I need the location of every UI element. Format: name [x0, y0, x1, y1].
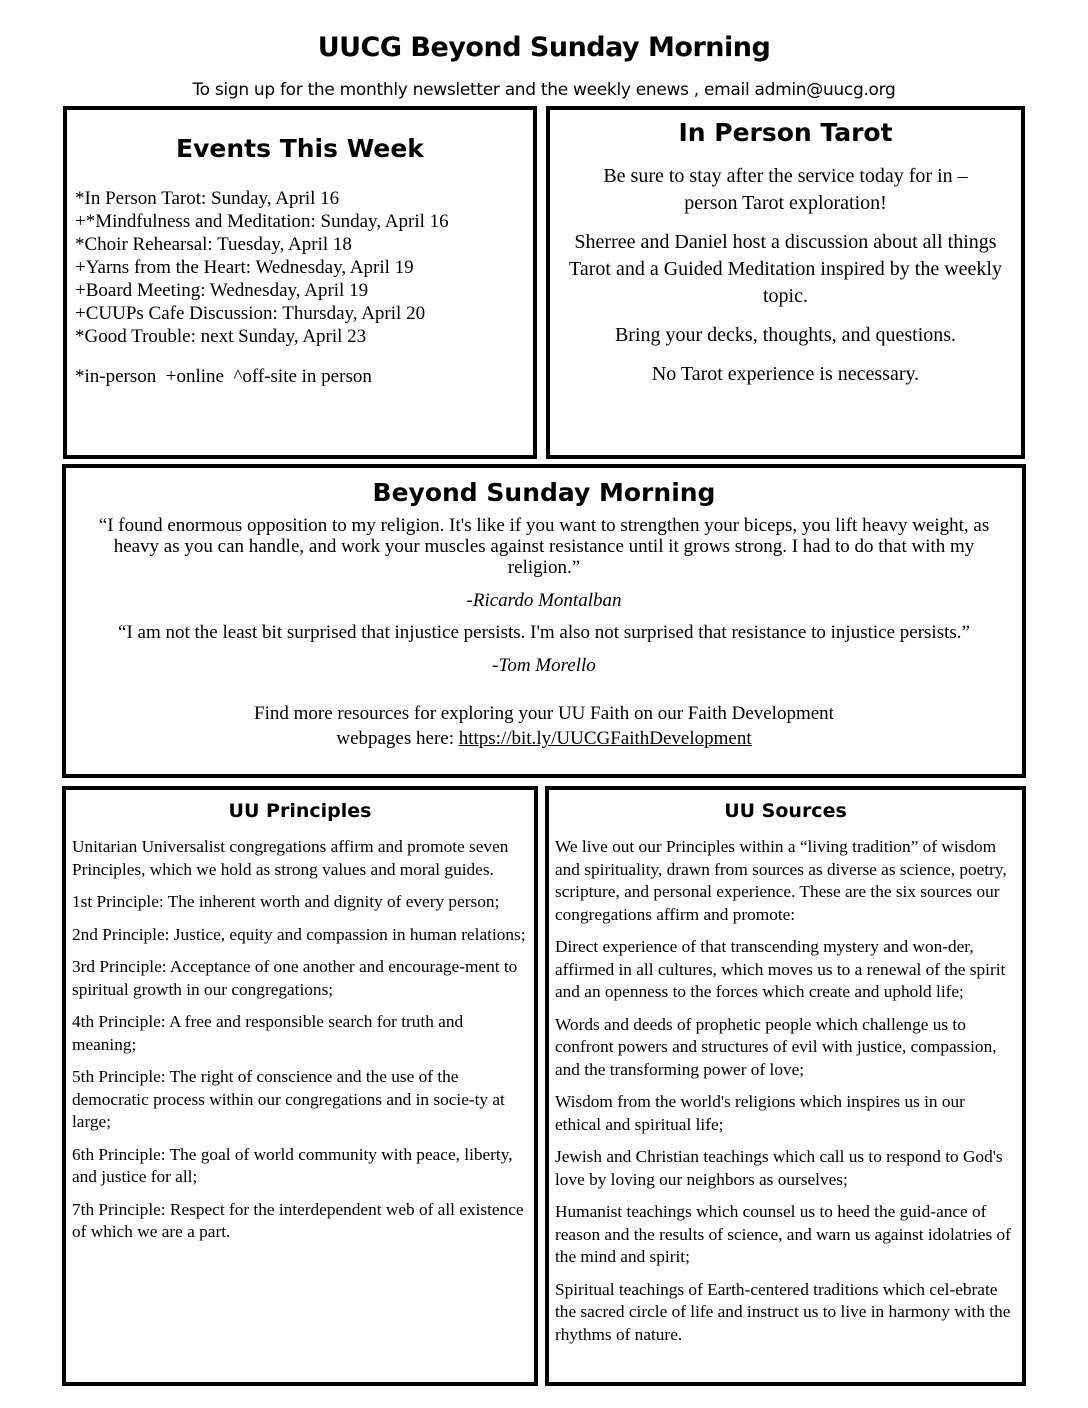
- event-item: +CUUPs Cafe Discussion: Thursday, April 20: [75, 303, 426, 324]
- tarot-paragraph: Be sure to stay after the service today for in –person Tarot exploration!: [603, 165, 968, 214]
- quote-text: “I am not the least bit surprised that injustice persists. I'm also not surprised that resistance to injustice persists.”: [118, 622, 970, 643]
- principle-paragraph: 5th Principle: The right of conscience and the use of the democratic process within our congregations and in socie-ty at large;: [72, 1067, 505, 1131]
- resources-line: Find more resources for exploring your UU Faith on our Faith Development: [254, 703, 834, 724]
- tarot-title: In Person Tarot: [678, 118, 893, 147]
- event-item: *Good Trouble: next Sunday, April 23: [75, 326, 367, 347]
- signup-line: To sign up for the monthly newsletter and the weekly enews , email admin@uucg.org: [192, 80, 896, 100]
- principle-paragraph: Unitarian Universalist congregations affirm and promote seven Principles, which we hold as strong values and moral guides.: [72, 837, 509, 879]
- resources-prefix: webpages here:: [336, 728, 459, 749]
- resources-text: [66, 701, 1022, 751]
- events-box: [63, 106, 537, 459]
- principle-paragraph: 6th Principle: The goal of world community with peace, liberty, and justice for all;: [72, 1144, 513, 1186]
- source-paragraph: Spiritual teachings of Earth-centered traditions which cel-ebrate the sacred circle of life and instruct us to live in harmony with the rhythms of nature.: [555, 1279, 1011, 1344]
- source-paragraph: Words and deeds of prophetic people which challenge us to confront powers and structures of evil with justice, compassion, and the transforming power of love;: [555, 1014, 997, 1079]
- principle-paragraph: 3rd Principle: Acceptance of one another and encourage-ment to spiritual growth in our congregations;: [72, 957, 518, 999]
- quote-author: -Tom Morello: [492, 655, 596, 676]
- quote-text: “I found enormous opposition to my religion. It's like if you want to strengthen your biceps, you lift heavy weight, as heavy as you can handle, and work your muscles against resistance until it grows strong. I had to do that with my religion.”: [98, 515, 990, 578]
- event-item: *In Person Tarot: Sunday, April 16: [75, 188, 340, 209]
- events-title: Events This Week: [176, 134, 424, 163]
- events-legend: *in-person +online ^off-site in person: [75, 366, 372, 387]
- principles-title: UU Principles: [228, 800, 372, 822]
- source-paragraph: Direct experience of that transcending mystery and won-der, affirmed in all cultures, which moves us to a renewal of the spirit and an openness to the forces which create and uphold life;: [555, 937, 1006, 1001]
- principle-paragraph: 4th Principle: A free and responsible search for truth and meaning;: [72, 1012, 464, 1054]
- beyond-sunday-morning-box: [62, 464, 1026, 778]
- quote-author: -Ricardo Montalban: [466, 590, 622, 611]
- source-paragraph: Wisdom from the world's religions which inspires us in our ethical and spiritual life;: [555, 1092, 965, 1134]
- sources-title: UU Sources: [724, 800, 847, 822]
- resources-line: [66, 726, 1022, 751]
- tarot-paragraph: Bring your decks, thoughts, and questions.: [614, 324, 957, 346]
- event-item: *Choir Rehearsal: Tuesday, April 18: [75, 234, 352, 255]
- sources-box: [545, 786, 1026, 1386]
- source-paragraph: Jewish and Christian teachings which call us to respond to God's love by loving our neighbors as ourselves;: [555, 1147, 1003, 1189]
- source-paragraph: Humanist teachings which counsel us to heed the guid-ance of reason and the results of science, and warn us against idolatries of the mind and spirit;: [555, 1202, 1011, 1266]
- principle-paragraph: 1st Principle: The inherent worth and dignity of every person;: [72, 892, 500, 911]
- tarot-box: [546, 106, 1025, 459]
- tarot-paragraph: No Tarot experience is necessary.: [651, 363, 920, 385]
- source-paragraph: We live out our Principles within a “living tradition” of wisdom and spirituality, drawn from sources as diverse as science, poetry, scripture, and personal experience. These are the six sources our congregations affirm and promote:: [555, 837, 1007, 924]
- event-item: +Board Meeting: Wednesday, April 19: [75, 280, 369, 301]
- principle-paragraph: 2nd Principle: Justice, equity and compassion in human relations;: [72, 924, 526, 944]
- event-item: +Yarns from the Heart: Wednesday, April 19: [75, 257, 414, 278]
- tarot-paragraph: Sherree and Daniel host a discussion about all things Tarot and a Guided Meditation inspired by the weekly topic.: [569, 231, 1002, 307]
- faith-development-link[interactable]: https://bit.ly/UUCGFaithDevelopment: [458, 728, 752, 749]
- events-list: [75, 187, 533, 348]
- principles-box: [62, 786, 538, 1386]
- bsm-title: Beyond Sunday Morning: [372, 478, 716, 507]
- principle-paragraph: 7th Principle: Respect for the interdependent web of all existence of which we are a part.: [72, 1199, 524, 1241]
- page-title: UUCG Beyond Sunday Morning: [317, 32, 771, 63]
- event-item: +*Mindfulness and Meditation: Sunday, April 16: [75, 211, 449, 232]
